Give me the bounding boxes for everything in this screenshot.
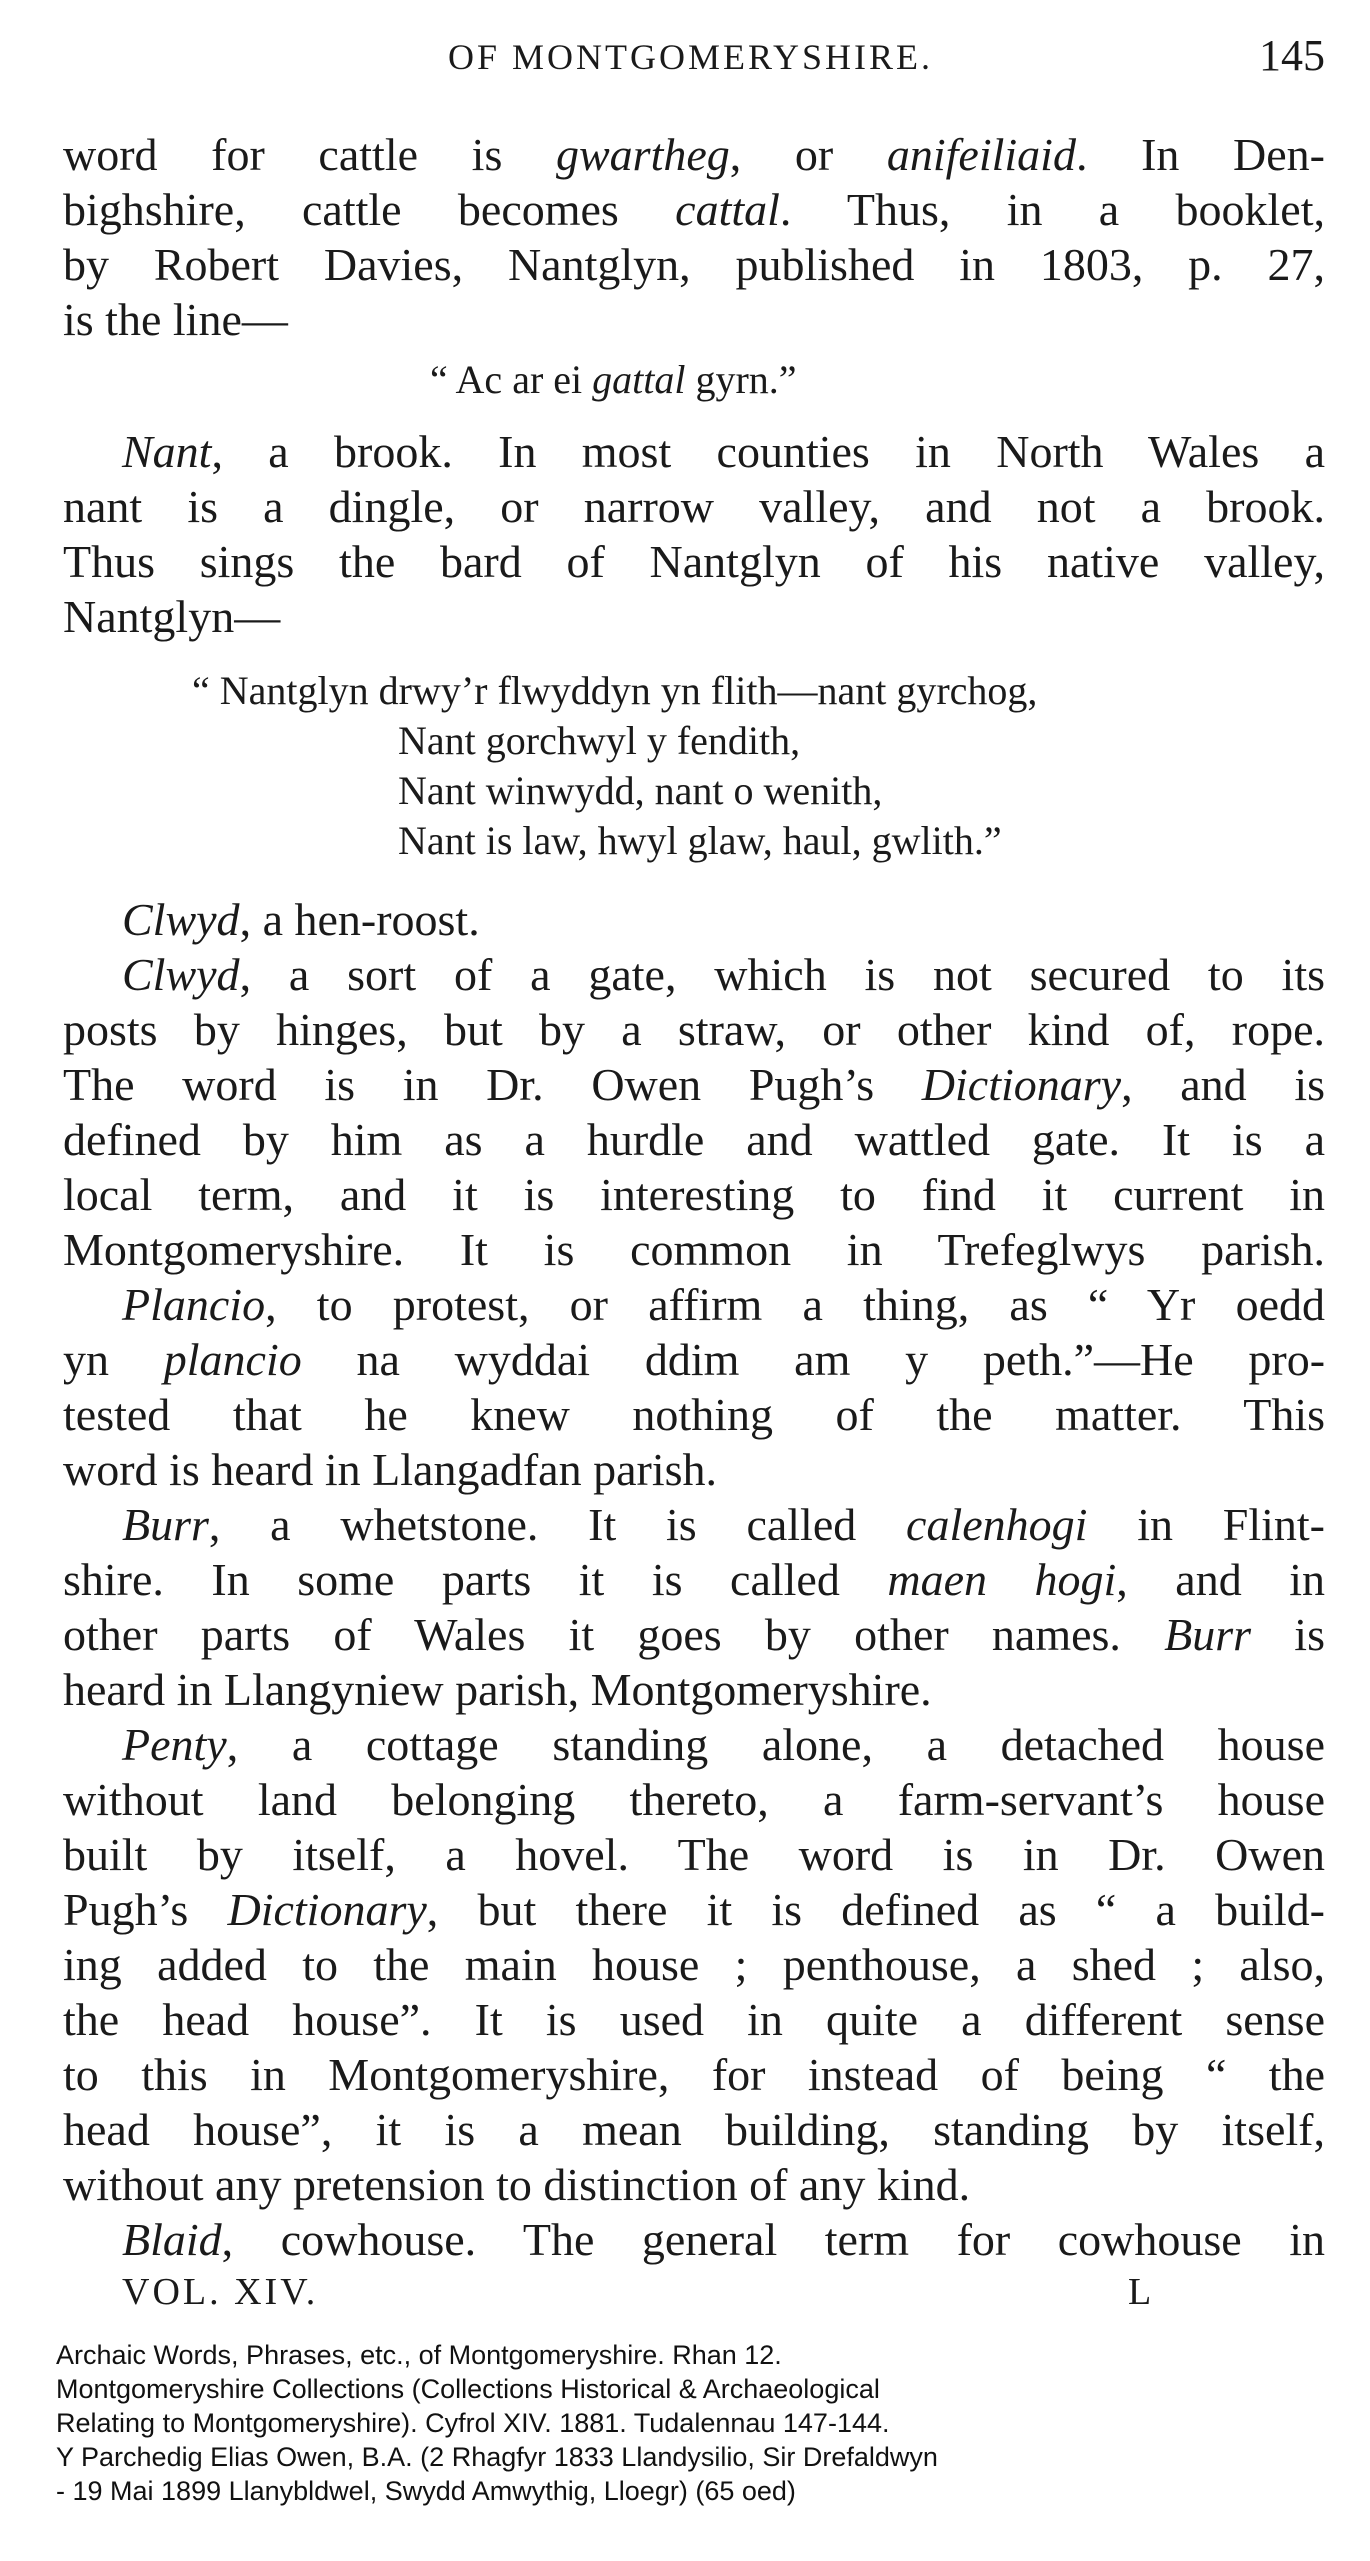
text-line: Nant, a brook. In most counties in North Wales a [122,426,1325,477]
caption-line: Relating to Montgomeryshire). Cyfrol XIV. 1881. Tudalennau 147-144. [56,2408,890,2438]
caption-line: - 19 Mai 1899 Llanybldwel, Swydd Amwythig, Lloegr) (65 oed) [56,2476,796,2506]
text-line: yn plancio na wyddai ddim am y peth.”—He pro- [63,1334,1326,1385]
page-header [63,30,1325,90]
verse-line: Nant gorchwyl y fendith, [398,718,801,763]
text-line: head house”, it is a mean building, standing by itself, [63,2104,1325,2155]
caption-line: Y Parchedig Elias Owen, B.A. (2 Rhagfyr 1833 Llandysilio, Sir Drefaldwyn [56,2442,938,2472]
text-line: Plancio, to protest, or affirm a thing, as “ Yr oedd [122,1279,1325,1330]
text-line: heard in Llangyniew parish, Montgomeryshire. [63,1664,932,1715]
text-line: Penty, a cottage standing alone, a detached house [122,1719,1325,1770]
caption-line: Montgomeryshire Collections (Collections Historical & Archaeological [56,2374,880,2404]
volume-signature: VOL. XIV. [122,2271,319,2313]
text-line: by Robert Davies, Nantglyn, published in 1803, p. 27, [63,239,1325,290]
text-line: The word is in Dr. Owen Pugh’s Dictionary, and is [63,1059,1325,1110]
text-line: built by itself, a hovel. The word is in Dr. Owen [63,1829,1325,1880]
text-line: word is heard in Llangadfan parish. [63,1444,718,1495]
text-line: without any pretension to distinction of any kind. [63,2159,971,2210]
text-line: other parts of Wales it goes by other names. Burr is [63,1609,1325,1660]
text-line: bighshire, cattle becomes cattal. Thus, in a booklet, [63,184,1325,235]
page-number: 145 [1259,31,1325,80]
signature-letter: L [1128,2271,1152,2313]
text-line: the head house”. It is used in quite a different sense [63,1994,1325,2045]
text-line: local term, and it is interesting to find it current in [63,1169,1325,1220]
text-line: ing added to the main house ; penthouse, a shed ; also, [63,1939,1325,1990]
source-caption [56,2338,1316,2508]
text-line: tested that he knew nothing of the matter. This [63,1389,1325,1440]
text-line: defined by him as a hurdle and wattled gate. It is a [63,1114,1325,1165]
caption-line: Archaic Words, Phrases, etc., of Montgomeryshire. Rhan 12. [56,2340,782,2370]
verse-line: Nant is law, hwyl glaw, haul, gwlith.” [398,818,1002,863]
verse-line: “ Nantglyn drwy’r flwyddyn yn flith—nant gyrchog, [192,668,1038,713]
text-line: Pugh’s Dictionary, but there it is defined as “ a build- [63,1884,1325,1935]
text-line: without land belonging thereto, a farm-servant’s house [63,1774,1325,1825]
text-line: posts by hinges, but by a straw, or other kind of, rope. [63,1004,1325,1055]
text-line: Nantglyn— [63,591,281,642]
quoted-verse-line: “ Ac ar ei gattal gyrn.” [430,357,797,402]
verse-line: Nant winwydd, nant o wenith, [398,768,883,813]
text-line: word for cattle is gwartheg, or anifeiliaid. In Den- [63,129,1326,180]
text-line: Montgomeryshire. It is common in Trefeglwys parish. [63,1224,1325,1275]
text-line: is the line— [63,294,288,345]
text-line: Clwyd, a hen-roost. [122,894,480,945]
text-line: to this in Montgomeryshire, for instead of being “ the [63,2049,1325,2100]
text-line: shire. In some parts it is called maen hogi, and in [63,1554,1326,1605]
text-line: nant is a dingle, or narrow valley, and not a brook. [63,481,1325,532]
text-line: Thus sings the bard of Nantglyn of his native valley, [63,536,1325,587]
text-line: Blaid, cowhouse. The general term for cowhouse in [122,2214,1325,2265]
running-title: OF MONTGOMERYSHIRE. [448,37,934,77]
text-line: Clwyd, a sort of a gate, which is not secured to its [122,949,1325,1000]
text-line: Burr, a whetstone. It is called calenhogi in Flint- [122,1499,1325,1550]
